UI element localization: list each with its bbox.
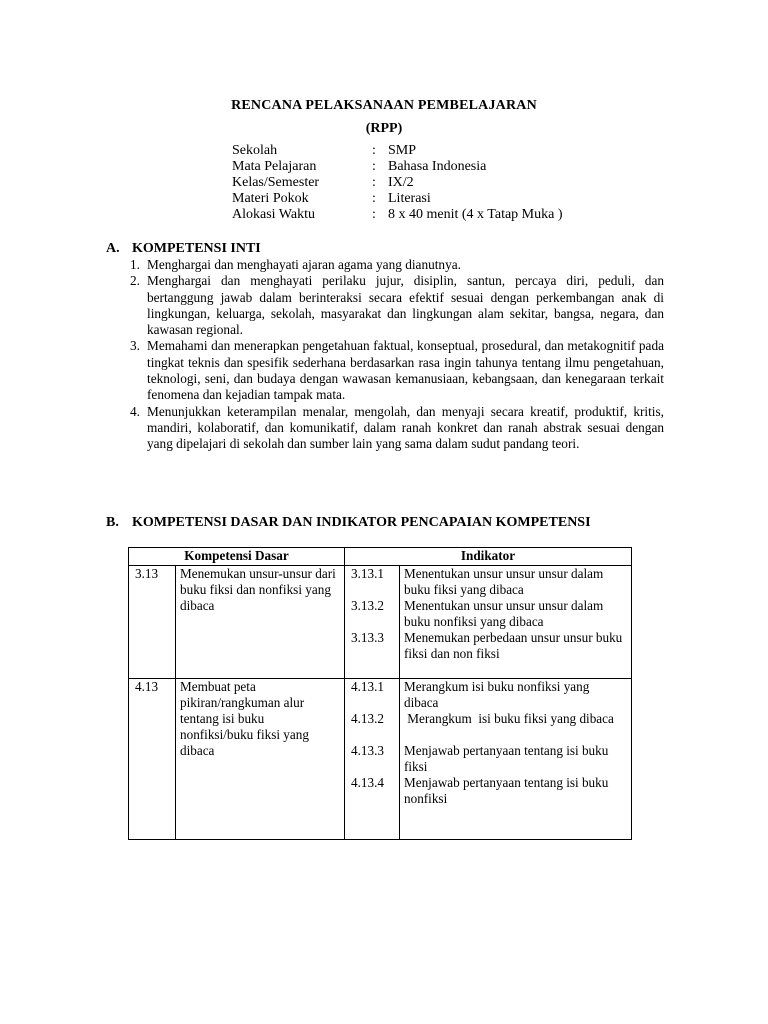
section-a-heading	[106, 241, 261, 257]
competency-table	[128, 547, 632, 840]
info-row-topic	[232, 191, 563, 207]
kd-code: 3.13	[129, 566, 176, 679]
core-competency-list	[130, 257, 664, 453]
info-colon: :	[372, 159, 376, 174]
indicator-texts	[400, 679, 632, 840]
info-value: Bahasa Indonesia	[388, 159, 487, 174]
section-letter: B.	[106, 515, 119, 530]
info-label: Kelas/Semester	[232, 175, 320, 190]
info-value: Literasi	[388, 191, 431, 206]
info-label: Sekolah	[232, 143, 278, 158]
list-number: 3.	[130, 338, 140, 354]
list-item	[130, 338, 664, 403]
indicator-text: Merangkum isi buku nonfiksi yang dibaca	[404, 679, 590, 710]
info-row-subject	[232, 159, 563, 175]
indicator-texts	[400, 566, 632, 679]
info-row-school	[232, 143, 563, 159]
document-subtitle: (RPP)	[365, 121, 403, 136]
list-number: 4.	[130, 403, 140, 419]
info-colon: :	[372, 207, 376, 222]
header-kompetensi-dasar: Kompetensi Dasar	[129, 548, 345, 566]
list-number: 2.	[130, 273, 140, 289]
info-colon: :	[372, 143, 376, 158]
indicator-code: 4.13.3	[351, 743, 384, 758]
identity-block	[232, 143, 563, 223]
indicator-text: Menjawab pertanyaan tentang isi buku nonfiksi	[404, 775, 609, 806]
info-value: IX/2	[388, 175, 414, 190]
indicator-text: Merangkum isi buku fiksi yang dibaca	[404, 711, 614, 726]
section-title: KOMPETENSI INTI	[132, 241, 261, 256]
indicator-codes	[345, 679, 400, 840]
indicator-text: Menemukan perbedaan unsur unsur buku fiksi dan non fiksi	[404, 630, 623, 661]
list-text: Menunjukkan keterampilan menalar, mengolah, dan menyaji secara kreatif, produktif, kritis, mandiri, kolaboratif, dan komunikatif, dalam ranah konkret dan ranah abstrak sesuai dengan yang dipelajari di sekolah dan sumber lain yang sama dalam sudut pandang teori.	[147, 403, 664, 452]
document-title: RENCANA PELAKSANAAN PEMBELAJARAN	[231, 98, 537, 113]
table-header-row	[129, 548, 632, 566]
list-number: 1.	[130, 257, 140, 272]
indicator-codes	[345, 566, 400, 679]
info-row-time	[232, 207, 563, 223]
info-label: Mata Pelajaran	[232, 159, 317, 174]
indicator-code: 3.13.1	[351, 566, 384, 581]
list-item	[130, 404, 664, 453]
kd-text: Menemukan unsur-unsur dari buku fiksi dan nonfiksi yang dibaca	[176, 566, 345, 679]
indicator-text: Menentukan unsur unsur unsur dalam buku fiksi yang dibaca	[404, 566, 604, 597]
info-value: SMP	[388, 143, 417, 158]
kd-text: Membuat peta pikiran/rangkuman alur tentang isi buku nonfiksi/buku fiksi yang dibaca	[176, 679, 345, 840]
list-text: Menghargai dan menghayati ajaran agama yang dianutnya.	[147, 257, 461, 272]
list-text: Memahami dan menerapkan pengetahuan faktual, konseptual, prosedural, dan metakognitif pada tingkat teknis dan spesifik sederhana berdasarkan rasa ingin tahunya tentang ilmu pengetahuan, teknologi, seni, dan budaya dengan wawasan kemanusiaan, kebangsaan, dan kenegaraan terkait fenomena dan kejadian tampak mata.	[147, 338, 664, 403]
indicator-code: 4.13.4	[351, 775, 384, 790]
header-indikator: Indikator	[345, 548, 632, 566]
indicator-text: Menjawab pertanyaan tentang isi buku fiksi	[404, 743, 609, 774]
indicator-code: 3.13.3	[351, 630, 384, 645]
info-label: Materi Pokok	[232, 191, 309, 206]
indicator-code: 4.13.1	[351, 679, 384, 694]
list-item	[130, 257, 664, 273]
info-value: 8 x 40 menit (4 x Tatap Muka )	[388, 207, 563, 222]
section-letter: A.	[106, 241, 120, 256]
info-row-class	[232, 175, 563, 191]
indicator-text: Menentukan unsur unsur unsur dalam buku nonfiksi yang dibaca	[404, 598, 604, 629]
list-text: Menghargai dan menghayati perilaku jujur, disiplin, santun, percaya diri, peduli, dan bertanggung jawab dalam berinteraksi secara efektif sesuai dengan perkembangan anak di lingkungan, keluarga, sekolah, masyarakat dan lingkungan alam sekitar, bangsa, negara, dan kawasan regional.	[147, 273, 664, 338]
section-b-heading	[106, 515, 591, 531]
table-row	[129, 566, 632, 679]
indicator-code: 3.13.2	[351, 598, 384, 613]
list-item	[130, 273, 664, 338]
indicator-code: 4.13.2	[351, 711, 384, 726]
kd-code: 4.13	[129, 679, 176, 840]
info-label: Alokasi Waktu	[232, 207, 315, 222]
section-title: KOMPETENSI DASAR DAN INDIKATOR PENCAPAIAN KOMPETENSI	[132, 515, 591, 530]
info-colon: :	[372, 175, 376, 190]
table-row	[129, 679, 632, 840]
info-colon: :	[372, 191, 376, 206]
